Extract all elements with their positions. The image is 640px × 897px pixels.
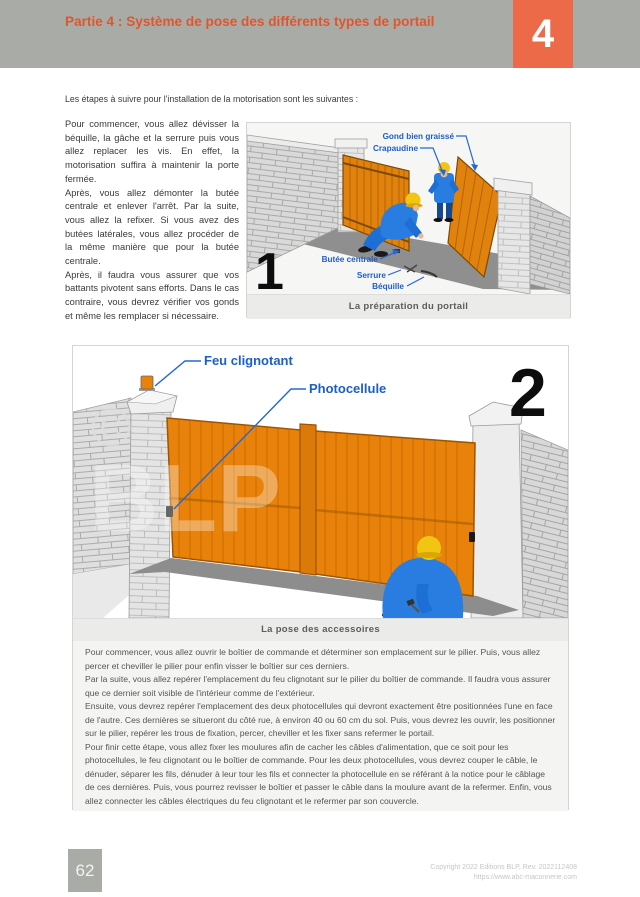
- label-photocellule: Photocellule: [309, 381, 387, 396]
- step1-paragraph: Après, il faudra vous assurer que vos battants pivotent sans efforts. Dans le cas contraire, vous devrez vérifier vos gonds et même les remplacer si nécessaire.: [65, 269, 239, 321]
- step-2-number: 2: [509, 355, 547, 431]
- figure-2-illustration: [73, 346, 568, 618]
- figure-1-illustration: [247, 123, 570, 294]
- step2-text-block: [73, 641, 568, 811]
- label-crapaudine: Crapaudine: [372, 144, 418, 153]
- figure-1-gate-preparation: [246, 122, 571, 318]
- figure-2-caption: La pose des accessoires: [73, 618, 568, 641]
- chapter-header: [0, 0, 640, 68]
- chapter-number: 4: [531, 11, 555, 56]
- label-butee-centrale: Butée centrale: [321, 255, 378, 264]
- label-bequille: Béquille: [372, 282, 404, 291]
- figure-1-caption: La préparation du portail: [247, 294, 570, 319]
- step2-paragraph: Par la suite, vous allez repérer l'emplacement du feu clignotant sur le pilier du boîtier de commande. Il faudra vous assurer que ce dernier soit visible de l'intérieur comme de l'extérieur.: [85, 674, 551, 698]
- label-gond: Gond bien graissé: [382, 132, 454, 141]
- label-serrure: Serrure: [356, 271, 386, 280]
- step2-paragraph: Pour finir cette étape, vous allez fixer les moulures afin de cacher les câbles d'alimentation, que ce soit pour les photocellules, le feu clignotant ou le boîtier de commande. Pour les deux photocellules, vous devrez couper le câble, le dénuder, séparer les fils, dénuder à leur tour les fils et connecter la photocellule en se référant à la notice pour le câblage de ces dernières. Puis, vous pourrez revisser le boîtier et passer le câble dans la moulure avant de la refermer. Enfin, vous allez connecter les câbles électriques du feu clignotant et le refermer par son couvercle.: [85, 741, 552, 806]
- fig2-right-wall: [521, 430, 568, 618]
- step2-paragraph: Pour commencer, vous allez ouvrir le boîtier de commande et déterminer son emplacement sur le pilier. Puis, vous allez percer et cheviller le pilier pour enfin visser le boîtier sur ces derniers.: [85, 647, 541, 671]
- fig1-right-pillar: [498, 190, 530, 294]
- watermark-copyright-symbol: ©: [91, 396, 132, 458]
- chapter-number-badge: [513, 0, 573, 68]
- step1-paragraph: Après, vous allez démonter la butée centrale et enlever l'arrêt. Par la suite, vous allez la refixer. Si vous avez des butées latérales, vous allez procéder de la même manière que pour la butée centrale.: [65, 187, 239, 267]
- fig2-flashing-light: [141, 376, 153, 389]
- copyright-url[interactable]: https://www.abc-maconnerie.com: [473, 874, 577, 881]
- watermark-text: BLP: [89, 445, 281, 552]
- step1-paragraph: Pour commencer, vous allez dévisser la béquille, la gâche et la serrure puis vous allez replacer les vis. En effet, la motorisation suffira à maintenir la porte fermée.: [65, 119, 239, 184]
- page-title: Partie 4 : Système de pose des différents types de portail: [65, 14, 435, 29]
- copyright-line: Copyright 2022 Editions BLP, Rev. 2022112408: [430, 864, 577, 871]
- copyright-block: [317, 863, 577, 883]
- page-number: 62: [75, 860, 95, 880]
- fig2-right-pillar: [471, 418, 523, 618]
- step-1-number: 1: [255, 243, 284, 294]
- label-feu-clignotant: Feu clignotant: [204, 353, 293, 368]
- intro-sentence: Les étapes à suivre pour l'installation de la motorisation sont les suivantes :: [65, 94, 359, 104]
- fig2-photocell-right: [469, 532, 475, 542]
- figure-2-accessories: [72, 345, 569, 810]
- page-number-badge: [68, 849, 102, 892]
- step2-paragraph: Ensuite, vous devrez repérer l'emplacement des deux photocellules qui devront exactement être positionnées l'une en face de l'autre. Ces dernières se situeront du côté rue, à environ 40 ou 60 cm du sol. Puis, vous devrez les ouvrir, les positionner sur le pilier, repérer les trous de fixation, percer, cheviller et les fixer sans refermer le portail.: [85, 701, 556, 738]
- step1-text-column: [65, 118, 239, 324]
